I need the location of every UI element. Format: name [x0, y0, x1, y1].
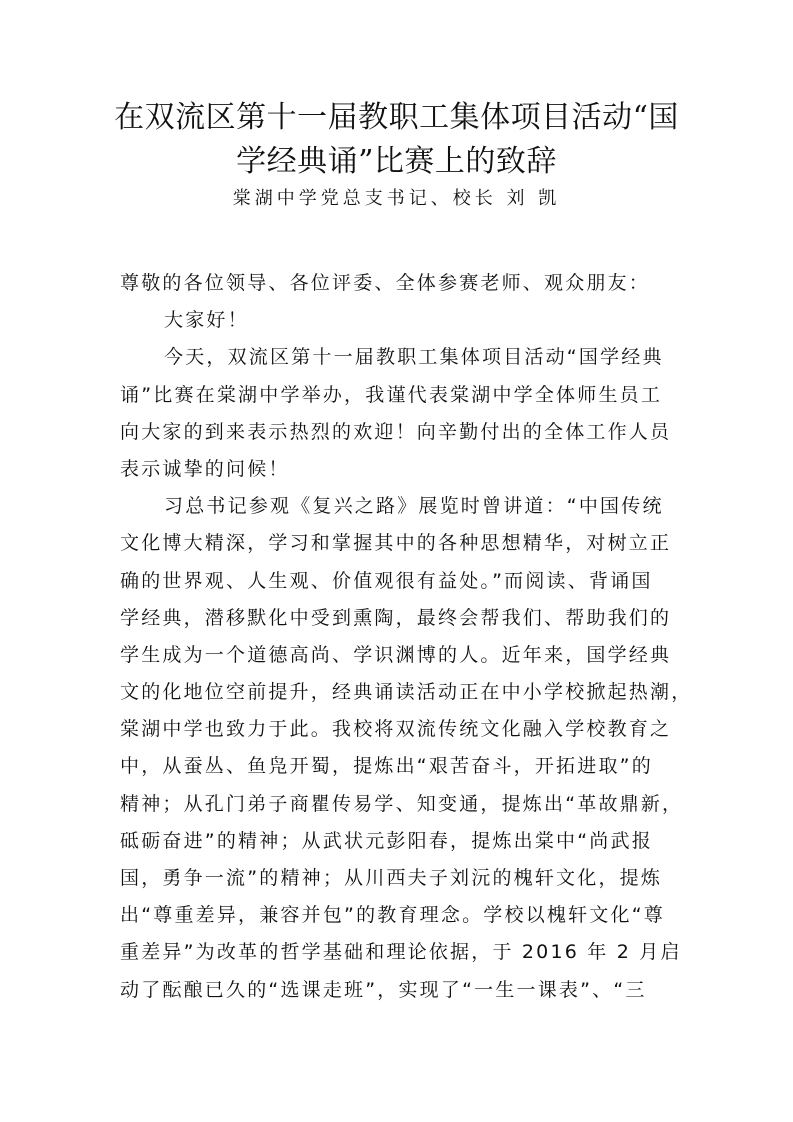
text-line: 砥砺奋进”的精神；从武状元彭阳春，提炼出棠中“尚武报: [120, 829, 653, 852]
text-line: 诵”比赛在棠湖中学举办，我谨代表棠湖中学全体师生员工: [120, 383, 663, 406]
text-line: 精神；从孔门弟子商瞿传易学、知变通，提炼出“革故鼎新，: [120, 792, 684, 815]
paragraph-welcome: [120, 339, 676, 488]
document-title: [90, 96, 703, 184]
text-line: 表示诚挚的问候！: [120, 457, 290, 480]
salutation: 尊敬的各位领导、各位评委、全体参赛老师、观众朋友：: [120, 272, 651, 294]
title-line: 在双流区第十一届教职工集体项目活动“国: [114, 100, 679, 135]
text-line: 确的世界观、人生观、价值观很有益处。”而阅读、背诵国: [120, 569, 653, 592]
text-line: 今天，双流区第十一届教职工集体项目活动“国学经典: [164, 346, 664, 369]
text-line: 习总书记参观《复兴之路》展览时曾讲道：“中国传统: [164, 495, 664, 518]
greeting: 大家好！: [164, 309, 249, 332]
author-line: 棠湖中学党总支书记、校长 刘 凯: [232, 188, 561, 209]
text-line: 向大家的到来表示热烈的欢迎！向辛勤付出的全体工作人员: [120, 420, 672, 443]
text-line: 动了酝酿已久的“选课走班”，实现了“一生一课表”、“三: [120, 978, 647, 1001]
text-line: 文化博大精深，学习和掌握其中的各种思想精华，对树立正: [120, 532, 672, 555]
text-line: 棠湖中学也致力于此。我校将双流传统文化融入学校教育之: [120, 718, 672, 741]
text-line: 出“尊重差异，兼容并包”的教育理念。学校以槐轩文化“尊: [120, 904, 665, 927]
text-line: 文的化地位空前提升，经典诵读活动正在中小学校掀起热潮，: [120, 681, 693, 704]
text-line: 中，从蚕丛、鱼凫开蜀，提炼出“艰苦奋斗，开拓进取”的: [120, 755, 653, 778]
title-line: 学经典诵”比赛上的致辞: [236, 144, 557, 179]
text-line: 国，勇争一流”的精神；从川西夫子刘沅的槐轩文化，提炼: [120, 867, 663, 889]
text-line: 重差异”为改革的哲学基础和理论依据，于 2016 年 2 月启: [120, 941, 682, 964]
paragraph-culture: [120, 488, 693, 1009]
text-line: 学经典，潜移默化中受到熏陶，最终会帮我们、帮助我们的: [120, 606, 672, 629]
text-line: 学生成为一个道德高尚、学识渊博的人。近年来，国学经典: [120, 643, 672, 666]
document-body: [120, 265, 693, 1009]
